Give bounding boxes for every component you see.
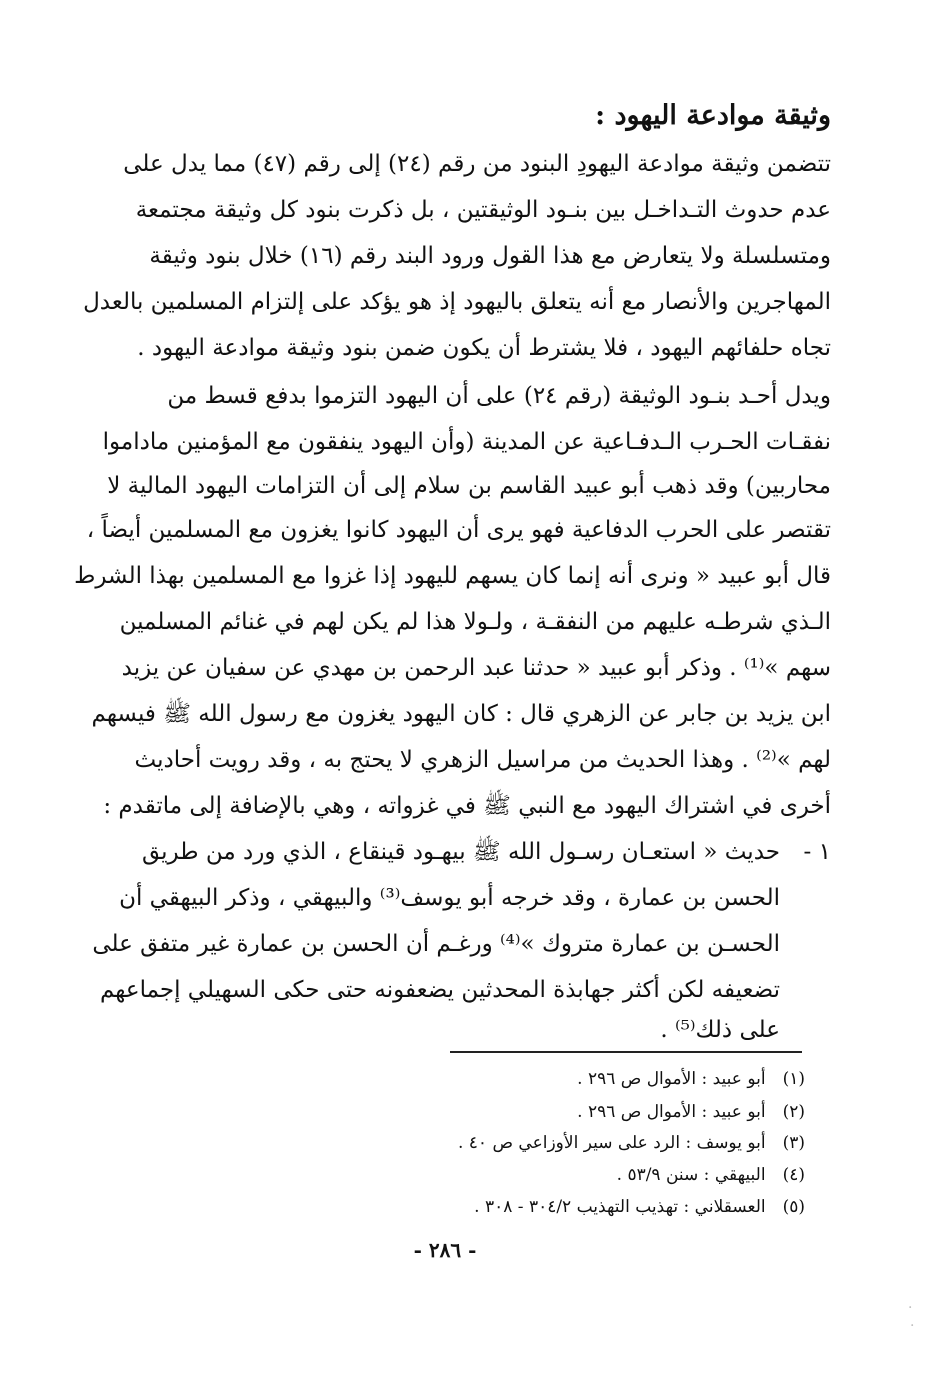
scan-speck: · [908, 1300, 913, 1316]
list-item-line: حديث « استعـان رسـول الله ﷺ بيهـود قينقاع ، الذي ورد من طريق [141, 839, 780, 865]
footnote-text: البيهقي : سنن ٥٣/٩ . [616, 1165, 766, 1185]
footnote-number: (٤) [782, 1165, 805, 1185]
list-item-line: تضعيفه لكن أكثر جهابذة المحدثين يضعفونه حتى حكى السهيلي إجماعهم [99, 977, 780, 1003]
footnote-text: العسقلاني : تهذيب التهذيب ٣٠٤/٢ - ٣٠٨ . [474, 1197, 766, 1217]
body-line: ويدل أحـد بنـود الوثيقة (رقم ٢٤) على أن اليهود التزموا بدفع قسط من [167, 383, 831, 409]
body-line: تتضمن وثيقة موادعة اليهودِ البنود من رقم (٢٤) إلى رقم (٤٧) مما يدل على [123, 151, 831, 177]
body-line: لهم »⁽²⁾ . وهذا الحديث من مراسيل الزهري لا يحتج به ، وقد رويت أحاديث [134, 747, 831, 773]
body-line: محاربين) وقد ذهب أبو عبيد القاسم بن سلام إلى أن التزامات اليهود المالية لا [107, 473, 831, 499]
footnote [458, 1128, 805, 1158]
list-item-number: ١ - [803, 839, 831, 865]
body-line: ابن يزيد بن جابر عن الزهري قال : كان اليهود يغزون مع رسول الله ﷺ فيسهم [91, 701, 831, 727]
section-heading: وثيقة موادعة اليهود : [595, 100, 831, 131]
body-line: سهم »⁽¹⁾ . وذكر أبو عبيد « حدثنا عبد الرحمن بن مهدي عن سفيان عن يزيد [121, 655, 831, 681]
body-line: تجاه حلفائهم اليهود ، فلا يشترط أن يكون ضمن بنود وثيقة موادعة اليهود . [137, 335, 831, 361]
footnote [617, 1160, 805, 1190]
body-line: أخرى في اشتراك اليهود مع النبي ﷺ في غزواته ، وهي بالإضافة إلى ماتقدم : [103, 793, 831, 819]
body-line: الـذي شرطـه عليهم من النفقـة ، ولـولا هذا لم يكن لهم في غنائم المسلمين [119, 609, 831, 635]
footnote-number: (٣) [782, 1133, 805, 1153]
body-line: قال أبو عبيد « ونرى أنه إنما كان يسهم لليهود إذا غزوا مع المسلمين بهذا الشرط [74, 563, 831, 589]
page-number: - ٢٨٦ - [413, 1238, 477, 1262]
footnote [577, 1064, 805, 1094]
body-line: تقتصر على الحرب الدفاعية فهو يرى أن اليهود كانوا يغزون مع المسلمين أيضاً ، [86, 517, 831, 543]
footnote [577, 1097, 805, 1127]
body-line: المهاجرين والأنصار مع أنه يتعلق باليهود إذ هو يؤكد على إلتزام المسلمين بالعدل [83, 289, 831, 315]
footnote-text: أبو عبيد : الأموال ص ٢٩٦ . [577, 1102, 766, 1122]
body-line: عدم حدوث التـداخـل بين بنـود الوثيقتين ، بل ذكرت بنود كل وثيقة مجتمعة [135, 197, 831, 223]
list-item-line: الحسن بن عمارة ، وقد خرجه أبو يوسف⁽³⁾ والبيهقي ، وذكر البيهقي أن [119, 885, 780, 911]
body-line: نفقـات الحـرب الـدفـاعية عن المدينة (وأن اليهود ينفقون مع المؤمنين ماداموا [102, 429, 831, 455]
footnote-number: (٥) [782, 1197, 805, 1217]
body-line: ومتسلسلة ولا يتعارض مع هذا القول ورود البند رقم (١٦) خلال بنود وثيقة [149, 243, 831, 269]
footnote-number: (١) [782, 1069, 805, 1089]
footnote [474, 1192, 805, 1222]
footnote-text: أبو يوسف : الرد على سير الأوزاعي ص ٤٠ . [457, 1133, 766, 1153]
footnote-text: أبو عبيد : الأموال ص ٢٩٦ . [577, 1069, 766, 1089]
scan-speck: · [910, 1318, 915, 1334]
list-item-line: على ذلك⁽⁵⁾ . [660, 1017, 780, 1043]
list-item-line: الحسـن بن عمارة متروك »⁽⁴⁾ ورغـم أن الحسن بن عمارة غير متفق على [92, 931, 780, 957]
footnote-number: (٢) [782, 1102, 805, 1122]
footnote-divider [450, 1051, 802, 1053]
